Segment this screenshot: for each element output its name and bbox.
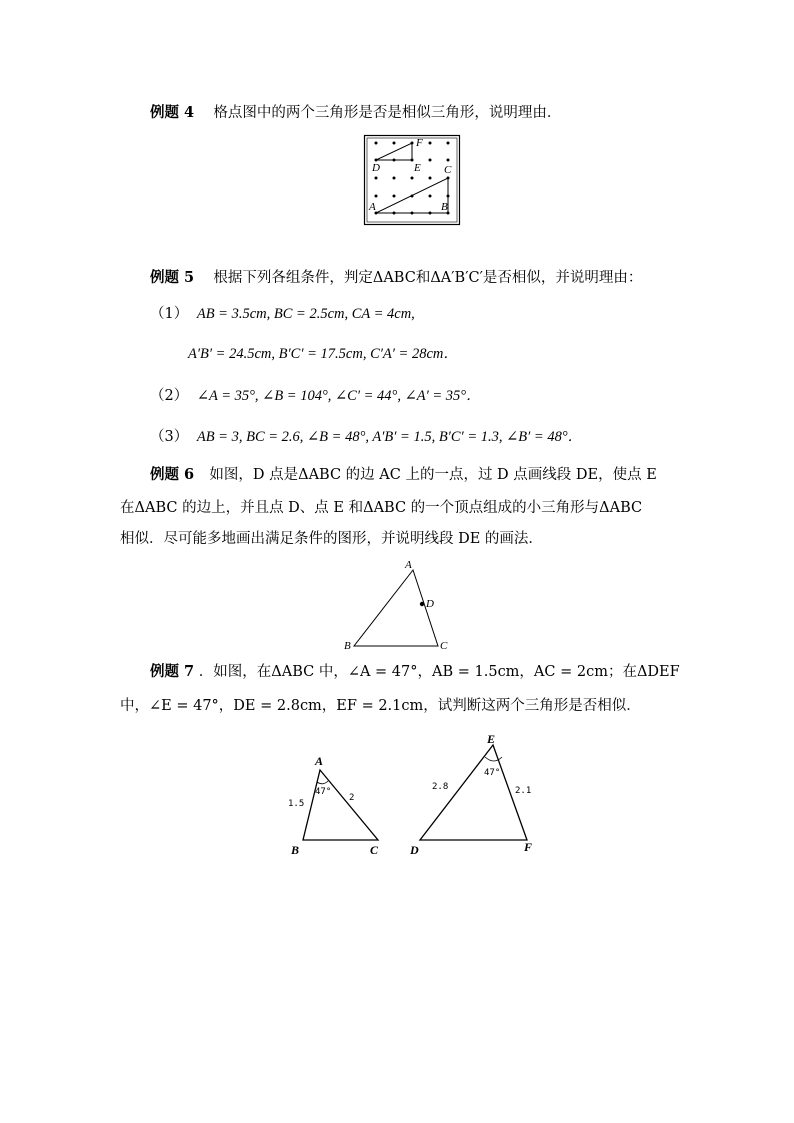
example-7-line-2: 中，∠E = 47°，DE = 2.8cm，EF = 2.1cm，试判断这两个三角形是否相似． <box>120 698 641 714</box>
fig2-label-e: E <box>487 732 496 746</box>
fig2-side-ef: 2.1 <box>515 786 532 796</box>
item-2-text: ∠A = 35°, ∠B = 104°, ∠C′ = 44°, ∠A′ = 35°． <box>196 388 481 404</box>
point-d-dot <box>420 602 424 606</box>
item-3-text: AB = 3, BC = 2.6, ∠B = 48°, A′B′ = 1.5, B′C′ = 1.3, ∠B′ = 48°． <box>196 429 583 445</box>
example-5-item-1 <box>150 304 415 324</box>
example-6-line-3: 相似．尽可能多地画出满足条件的图形，并说明线段 DE 的画法． <box>120 531 543 547</box>
ex6-label-b: B <box>344 640 351 652</box>
fig1-side-ab: 1.5 <box>288 799 305 809</box>
lattice-label-b: B <box>441 201 448 213</box>
example-6-line-2: 在ΔABC 的边上，并且点 D、点 E 和ΔABC 的一个顶点组成的小三角形与ΔABC <box>120 500 643 516</box>
fig2-label-d: D <box>410 843 419 857</box>
example-4-text: 格点图中的两个三角形是否是相似三角形，说明理由． <box>213 105 562 121</box>
ex6-label-c: C <box>440 640 448 652</box>
example-6-line-1 <box>150 465 657 485</box>
example-7-label: 例题 7 <box>150 663 195 680</box>
example-6-text-1: 如图，D 点是ΔABC 的边 AC 上的一点，过 D 点画线段 DE，使点 E <box>209 467 657 483</box>
fig2-side-de: 2.8 <box>432 782 449 792</box>
ex6-label-d: D <box>426 598 434 610</box>
example-5-item-3 <box>150 427 582 447</box>
fig1-side-ac: 2 <box>349 793 355 803</box>
example-4-label: 例题 4 <box>150 104 195 121</box>
example-7-text-1: ．如图，在ΔABC 中，∠A = 47°，AB = 1.5cm，AC = 2cm；在ΔDEF <box>198 664 680 680</box>
fig1-label-c: C <box>370 843 379 857</box>
item-1-number: （1） <box>150 306 189 322</box>
fig1-angle-label: 47° <box>315 787 332 797</box>
fig1-label-a: A <box>315 754 324 768</box>
item-2-number: （2） <box>150 388 189 404</box>
example-5-item-2 <box>150 386 481 406</box>
small-triangle-def <box>376 143 412 160</box>
example-7-triangle-abc <box>290 755 390 850</box>
fig2-label-f: F <box>524 840 533 854</box>
fig2-angle-label: 47° <box>484 768 501 778</box>
item-1-line-2: A′B′ = 24.5cm, B′C′ = 17.5cm, C′A′ = 28cm． <box>188 346 458 362</box>
angle-arc-a <box>317 781 328 784</box>
lattice-label-f: F <box>416 137 423 149</box>
item-3-number: （3） <box>150 429 189 445</box>
angle-arc-e <box>485 757 502 761</box>
large-triangle-abc <box>376 178 448 213</box>
lattice-label-a: A <box>369 201 376 213</box>
ex6-label-a: A <box>405 559 412 571</box>
example-5-heading <box>150 268 642 288</box>
lattice-label-d: D <box>372 162 380 174</box>
example-5-text: 根据下列各组条件，判定ΔABC和ΔA′B′C′是否相似，并说明理由： <box>213 270 643 286</box>
item-1-line-1: AB = 3.5cm, BC = 2.5cm, CA = 4cm, <box>196 306 415 322</box>
example-7-line-1 <box>150 662 680 682</box>
fig1-label-b: B <box>291 843 300 857</box>
example-6-label: 例题 6 <box>150 466 195 483</box>
example-4-heading <box>150 103 561 123</box>
lattice-label-c: C <box>444 164 452 176</box>
lattice-label-e: E <box>414 162 421 174</box>
example-5-label: 例题 5 <box>150 269 195 286</box>
